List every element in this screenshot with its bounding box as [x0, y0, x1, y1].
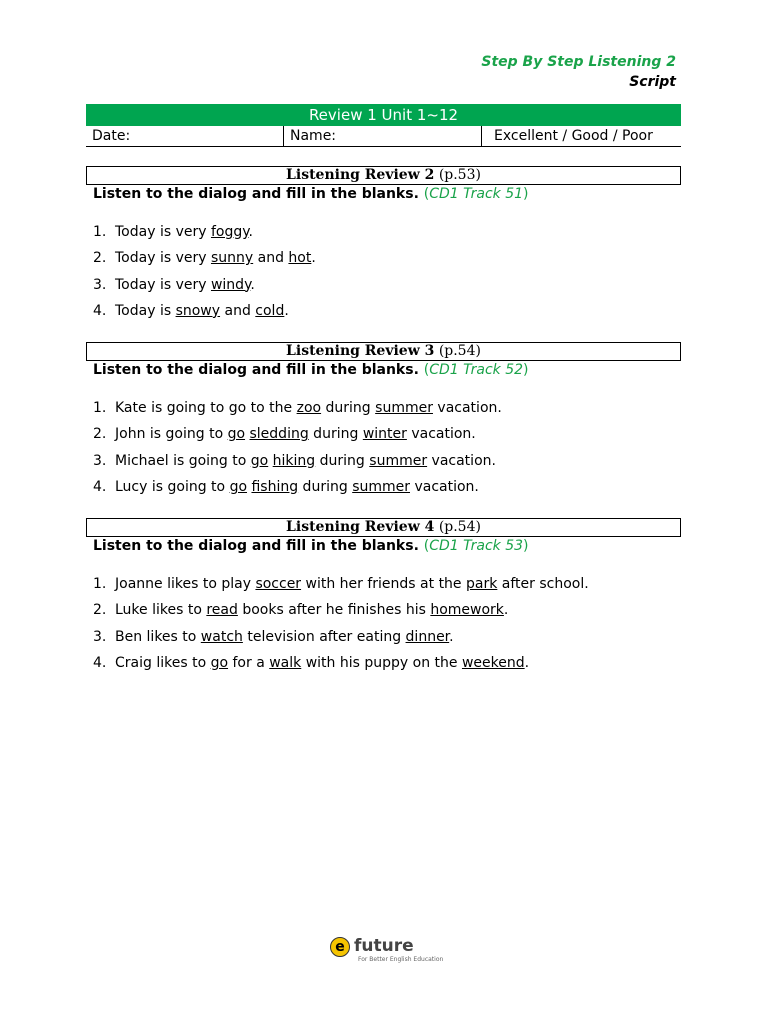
list-item [93, 298, 681, 324]
answer-word: summer [369, 452, 428, 469]
item-number: 4. [93, 654, 107, 671]
item-text: . [524, 654, 530, 671]
track-label: CD1 Track 51 [429, 186, 524, 202]
answer-word: foggy [210, 224, 249, 240]
item-text: during [321, 400, 376, 416]
section-name: Listening Review 2 [286, 167, 435, 183]
item-number: 4. [93, 302, 107, 319]
instruction [93, 361, 681, 379]
item-number: 3. [93, 628, 107, 645]
track-ref: (CD1 Track 52) [423, 362, 529, 378]
list-item [93, 597, 681, 623]
answer-word: summer [375, 400, 433, 416]
answer-word: watch [200, 628, 243, 645]
title-table [86, 104, 681, 147]
item-text: vacation. [427, 452, 496, 469]
logo-wordmark: future [354, 936, 414, 956]
answer-word: summer [352, 478, 410, 495]
item-number: 4. [93, 478, 107, 495]
answer-word: windy [210, 276, 251, 293]
item-list [86, 395, 681, 500]
item-number: 2. [93, 250, 107, 267]
list-item [93, 421, 681, 447]
efuture-logo [330, 936, 445, 966]
list-item [93, 650, 681, 676]
item-number: 1. [93, 576, 107, 592]
answer-word: snowy [175, 302, 221, 319]
list-item [93, 474, 681, 500]
item-text: with her friends at the [301, 576, 466, 592]
item-text: and [253, 250, 289, 267]
section-page: (p.54) [438, 519, 481, 535]
answer-word: weekend [461, 654, 525, 671]
item-text: books after he finishes his [237, 602, 431, 619]
section-name: Listening Review 3 [286, 343, 435, 359]
track-ref: (CD1 Track 53) [423, 538, 529, 554]
item-text: Lucy is going to [115, 478, 230, 495]
instruction [93, 185, 681, 203]
answer-word: hiking [272, 452, 316, 469]
item-text: Joanne likes to play [115, 576, 256, 592]
list-item [93, 219, 681, 245]
item-text: . [503, 602, 509, 619]
item-text: Ben likes to [115, 628, 201, 645]
list-item [93, 395, 681, 421]
instruction-text: Listen to the dialog and fill in the blanks. [93, 538, 419, 554]
section-review-3 [86, 342, 681, 500]
answer-word: winter [362, 426, 407, 443]
item-text: Today is very [115, 224, 211, 240]
item-text: John is going to [115, 426, 228, 443]
script-label: Script [629, 74, 676, 90]
date-field: Date: [86, 126, 284, 146]
item-text: vacation. [406, 426, 476, 443]
list-item [93, 571, 681, 597]
item-text: . [449, 628, 454, 645]
answer-word: cold [255, 302, 285, 319]
answer-word: dinner [405, 628, 450, 645]
item-text: vacation. [432, 400, 502, 416]
answer-word: fishing [251, 478, 299, 495]
series-title: Step By Step Listening 2 [481, 54, 676, 70]
answer-word: homework [430, 602, 504, 619]
item-text: with his puppy on the [301, 654, 462, 671]
item-text: Luke likes to [115, 602, 207, 619]
answer-word: sledding [249, 426, 309, 443]
logo-tagline: For Better English Education [358, 956, 444, 963]
item-text: during [315, 452, 370, 469]
answer-word: park [466, 576, 498, 592]
track-label: CD1 Track 53 [429, 538, 524, 554]
item-text: television after eating [242, 628, 406, 645]
section-page: (p.53) [438, 167, 481, 183]
item-number: 3. [93, 276, 107, 293]
list-item [93, 272, 681, 298]
grade-field: Excellent / Good / Poor [494, 128, 653, 144]
logo-e-icon: e [330, 937, 350, 957]
item-text: during [308, 426, 363, 443]
track-label: CD1 Track 52 [429, 362, 524, 378]
item-number: 2. [93, 426, 107, 443]
item-text: after school. [497, 576, 589, 592]
answer-word: hot [288, 250, 312, 267]
item-text: Today is [115, 302, 176, 319]
item-list [86, 219, 681, 324]
item-text: Today is very [115, 276, 211, 293]
item-text: during [298, 478, 353, 495]
section-review-4 [86, 518, 681, 676]
item-number: 1. [93, 224, 107, 240]
item-number: 3. [93, 452, 107, 469]
answer-word: read [206, 602, 238, 619]
list-item [93, 448, 681, 474]
answer-word: zoo [296, 400, 322, 416]
item-text: and [220, 302, 256, 319]
answer-word: sunny [210, 250, 254, 267]
answer-word: go [227, 426, 246, 443]
item-text: vacation. [410, 478, 479, 495]
section-name: Listening Review 4 [286, 519, 435, 535]
instruction [93, 537, 681, 555]
item-number: 2. [93, 602, 107, 619]
track-ref: (CD1 Track 51) [423, 186, 529, 202]
list-item [93, 245, 681, 271]
list-item [93, 624, 681, 650]
section-review-2 [86, 166, 681, 324]
instruction-text: Listen to the dialog and fill in the blanks. [93, 186, 419, 202]
answer-word: soccer [255, 576, 302, 592]
instruction-text: Listen to the dialog and fill in the blanks. [93, 362, 419, 378]
item-text: . [311, 250, 316, 267]
answer-word: go [229, 478, 248, 495]
document-header [481, 52, 676, 92]
item-text: . [250, 276, 255, 293]
item-text: for a [228, 654, 270, 671]
item-number: 1. [93, 400, 107, 416]
item-text: Kate is going to go to the [115, 400, 297, 416]
answer-word: walk [269, 654, 302, 671]
item-text: . [248, 224, 253, 240]
item-text: Craig likes to [115, 654, 211, 671]
answer-word: go [250, 452, 269, 469]
section-heading [86, 166, 681, 185]
item-list [86, 571, 681, 676]
item-text: Michael is going to [115, 452, 251, 469]
section-heading [86, 518, 681, 537]
section-heading [86, 342, 681, 361]
info-row [86, 126, 681, 147]
review-title: Review 1 Unit 1~12 [86, 104, 681, 126]
item-text: . [284, 302, 289, 319]
answer-word: go [210, 654, 229, 671]
section-page: (p.54) [438, 343, 481, 359]
item-text: Today is very [115, 250, 211, 267]
name-field: Name: [284, 126, 482, 146]
